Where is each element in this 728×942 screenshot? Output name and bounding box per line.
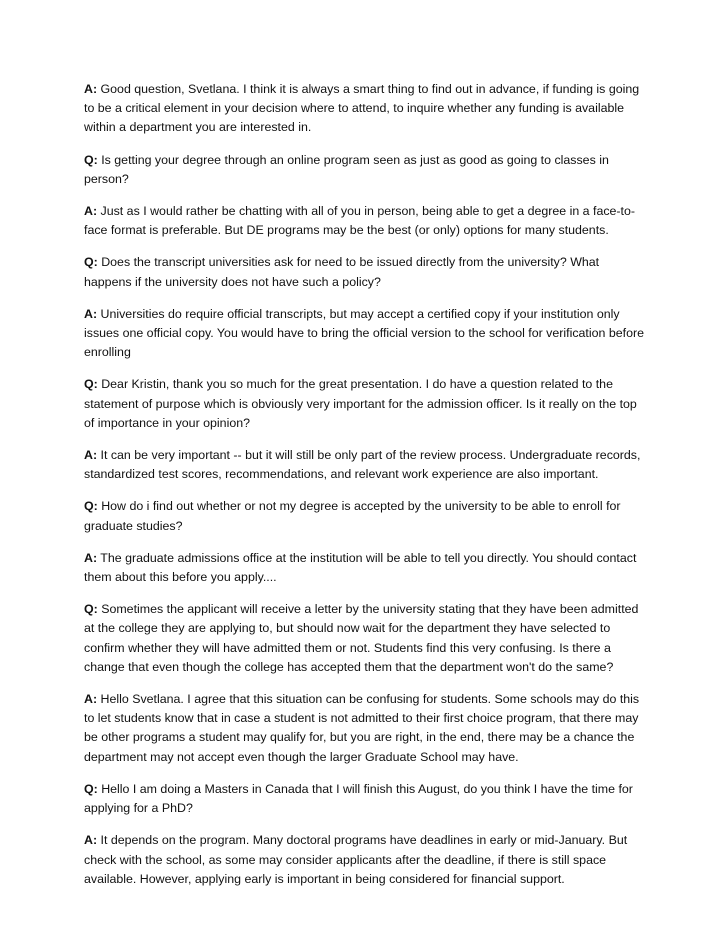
answer-text: Good question, Svetlana. I think it is always a smart thing to find out in advance, if funding is going to be a critical element in your decision where to attend, to inquire whether any funding is available within a department you are interested in. [84, 82, 640, 135]
question-text: Sometimes the applicant will receive a letter by the university stating that they have been admitted at the college they are applying to, but should now wait for the department they have selected to confirm whether they will have admitted them or not. Students find this very confusing. Is there a change that even though the college has accepted them that the department won't do the same? [84, 602, 639, 674]
question-prefix: Q: [84, 602, 98, 617]
answer-prefix: A: [84, 692, 98, 707]
answer-prefix: A: [84, 833, 98, 848]
answer-paragraph [84, 446, 650, 484]
question-paragraph [84, 151, 650, 189]
question-text: Dear Kristin, thank you so much for the great presentation. I do have a question related to the statement of purpose which is obviously very important for the admission officer. Is it really on the top of importance in your opinion? [84, 377, 637, 430]
question-text: Is getting your degree through an online program seen as just as good as going to classes in person? [84, 152, 609, 186]
question-prefix: Q: [84, 781, 98, 796]
answer-paragraph [84, 549, 650, 587]
answer-text: It depends on the program. Many doctoral programs have deadlines in early or mid-January. But check with the school, as some may consider applicants after the deadline, if there is still space available. However, applying early is important in being considered for financial support. [84, 833, 628, 886]
answer-paragraph [84, 80, 650, 138]
answer-text: It can be very important -- but it will still be only part of the review process. Undergraduate records, standardized test scores, recommendations, and relevant work experience are also important. [84, 448, 641, 482]
question-text: How do i find out whether or not my degree is accepted by the university to be able to enroll for graduate studies? [84, 499, 621, 533]
question-paragraph [84, 780, 650, 818]
question-prefix: Q: [84, 152, 98, 167]
answer-prefix: A: [84, 550, 98, 565]
question-text: Hello I am doing a Masters in Canada that I will finish this August, do you think I have the time for applying for a PhD? [84, 781, 633, 816]
answer-paragraph [84, 690, 650, 767]
qa-transcript [84, 80, 650, 902]
answer-text: The graduate admissions office at the institution will be able to tell you directly. You should contact them about this before you apply.... [84, 550, 637, 585]
answer-prefix: A: [84, 82, 98, 96]
question-prefix: Q: [84, 499, 98, 514]
question-paragraph [84, 497, 650, 535]
answer-text: Universities do require official transcripts, but may accept a certified copy if your institution only issues one official copy. You would have to bring the official version to the school for verification before enrolling [84, 306, 644, 360]
answer-prefix: A: [84, 306, 98, 321]
answer-text: Hello Svetlana. I agree that this situation can be confusing for students. Some schools may do this to let students know that in case a student is not admitted to their first choice program, that there may be other programs a student may qualify for, but you are right, in the end, there may be a chance the department may not accept even though the larger Graduate School may have. [84, 692, 640, 764]
question-paragraph [84, 253, 650, 291]
answer-prefix: A: [84, 204, 98, 219]
question-prefix: Q: [84, 255, 98, 270]
answer-paragraph [84, 305, 650, 363]
answer-paragraph [84, 202, 650, 240]
question-paragraph [84, 600, 650, 677]
answer-prefix: A: [84, 448, 98, 463]
answer-text: Just as I would rather be chatting with all of you in person, being able to get a degree in a face-to-face format is preferable. But DE programs may be the best (or only) options for many students. [84, 204, 636, 238]
answer-paragraph [84, 831, 650, 889]
question-text: Does the transcript universities ask for need to be issued directly from the university? What happens if the university does not have such a policy? [84, 255, 600, 289]
question-paragraph [84, 375, 650, 433]
question-prefix: Q: [84, 377, 98, 392]
